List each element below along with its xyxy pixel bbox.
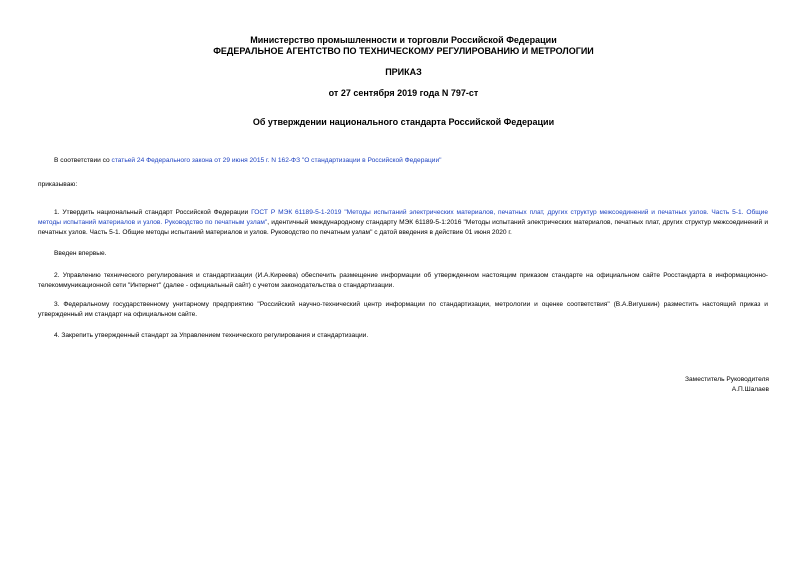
- item-1-paragraph: [38, 208, 768, 238]
- gost-standard-link[interactable]: ГОСТ Р МЭК 61189-5-1-2019 "Методы испытаний электрических материалов, печатных плат, других структур межсоединений и печатных узлов. Часть 5-1. Общие методы испытаний материалов и узлов. Руководство по печатным узлам": [38, 209, 768, 226]
- document-date: от 27 сентября 2019 года N 797-ст: [328, 88, 479, 98]
- item-2-paragraph: 2. Управлению технического регулирования и стандартизации (И.А.Киреева) обеспечить размещение информации об утвержденном настоящим приказом стандарте на официальном сайте Росстандарта в информационно-телекоммуникационной сети "Интернет" (далее - официальный сайт) с учетом законодательства о стандартизации.: [38, 272, 768, 289]
- introduced-note: Введен впервые.: [54, 250, 107, 257]
- signatory-name: А.П.Шалаев: [731, 386, 769, 393]
- agency-heading: ФЕДЕРАЛЬНОЕ АГЕНТСТВО ПО ТЕХНИЧЕСКОМУ РЕГУЛИРОВАНИЮ И МЕТРОЛОГИИ: [213, 46, 594, 56]
- item-3-paragraph: 3. Федеральному государственному унитарному предприятию "Российский научно-технический центр информации по стандартизации, метрологии и оценке соответствия" (В.А.Вигушкин) разместить настоящий приказ и утвержденный им стандарт на официальном сайте.: [38, 301, 768, 318]
- signatory-position: Заместитель Руководителя: [685, 376, 769, 383]
- ministry-heading: Министерство промышленности и торговли Российской Федерации: [250, 35, 557, 45]
- federal-law-link[interactable]: статьей 24 Федерального закона от 29 июня 2015 г. N 162-ФЗ "О стандартизации в Российской Федерации": [111, 157, 442, 164]
- document-title: Об утверждении национального стандарта Российской Федерации: [252, 117, 555, 127]
- item-1-prefix: 1. Утвердить национальный стандарт Российской Федерации: [54, 209, 252, 216]
- order-word: приказываю:: [38, 181, 78, 188]
- item-1-suffix: , идентичный международному стандарту МЭК 61189-5-1:2016 "Методы испытаний электрических материалов, печатных плат, других структур межсоединений и печатных узлов. Часть 5-1. Общие методы испытаний материалов и узлов. Руководство по печатным узлам" с датой введения в действие 01 июня 2020 г.: [38, 219, 769, 236]
- item-4-paragraph: 4. Закрепить утвержденный стандарт за Управлением технического регулирования и стандартизации.: [54, 332, 369, 339]
- preamble-text: В соответствии со: [54, 157, 112, 164]
- preamble-paragraph: [38, 156, 768, 166]
- document-type: ПРИКАЗ: [385, 67, 422, 77]
